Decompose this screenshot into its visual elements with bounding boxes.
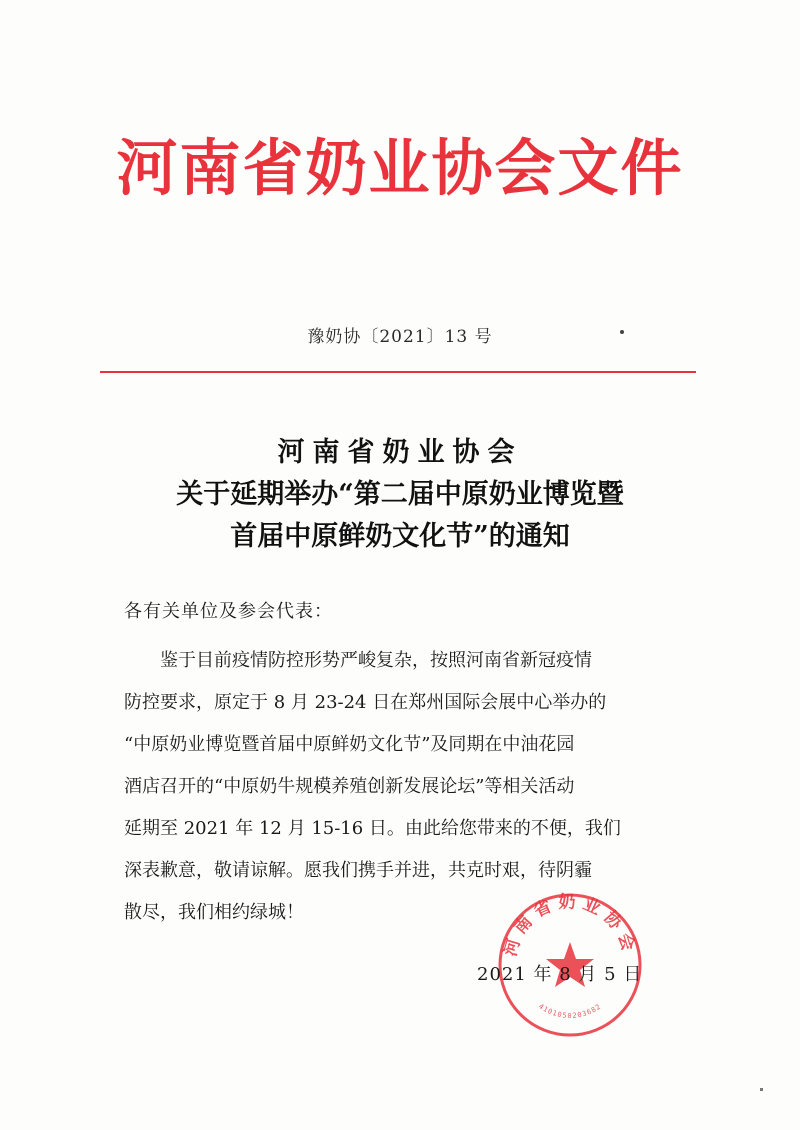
notice-title <box>0 432 800 558</box>
seal-code: 4101050203682 <box>537 1002 603 1020</box>
body-line: 散尽，我们相约绿城！ <box>124 902 304 923</box>
body-line: 鉴于目前疫情防控形势严峻复杂，按照河南省新冠疫情 <box>160 650 592 671</box>
body-line: “中原奶业博览暨首届中原鲜奶文化节”及同期在中油花园 <box>124 734 575 755</box>
scan-speck <box>760 1088 763 1091</box>
body-line: 酒店召开的“中原奶牛规模养殖创新发展论坛”等相关活动 <box>124 776 575 797</box>
body-line: 深表歉意，敬请谅解。愿我们携手并进，共克时艰，待阴霾 <box>124 860 592 881</box>
notice-title-line: 关于延期举办“第二届中原奶业博览暨 <box>176 479 624 510</box>
body-line: 防控要求，原定于 8 月 23-24 日在郑州国际会展中心举办的 <box>124 692 607 713</box>
body-line: 延期至 2021 年 12 月 15-16 日。由此给您带来的不便，我们 <box>124 818 621 839</box>
seal-text: 河南省奶业协会 <box>500 892 640 959</box>
header-divider <box>100 371 696 373</box>
document-header-title: 河南省奶业协会文件 <box>116 133 684 204</box>
notice-title-line: 首届中原鲜奶文化节”的通知 <box>230 521 570 552</box>
scan-speck <box>620 330 624 334</box>
salutation: 各有关单位及参会代表： <box>124 601 333 622</box>
document-date: 2021 年 8 月 5 日 <box>477 964 643 985</box>
document-number: 豫奶协〔2021〕13 号 <box>307 327 493 347</box>
notice-title-line: 河南省奶业协会 <box>277 437 523 468</box>
